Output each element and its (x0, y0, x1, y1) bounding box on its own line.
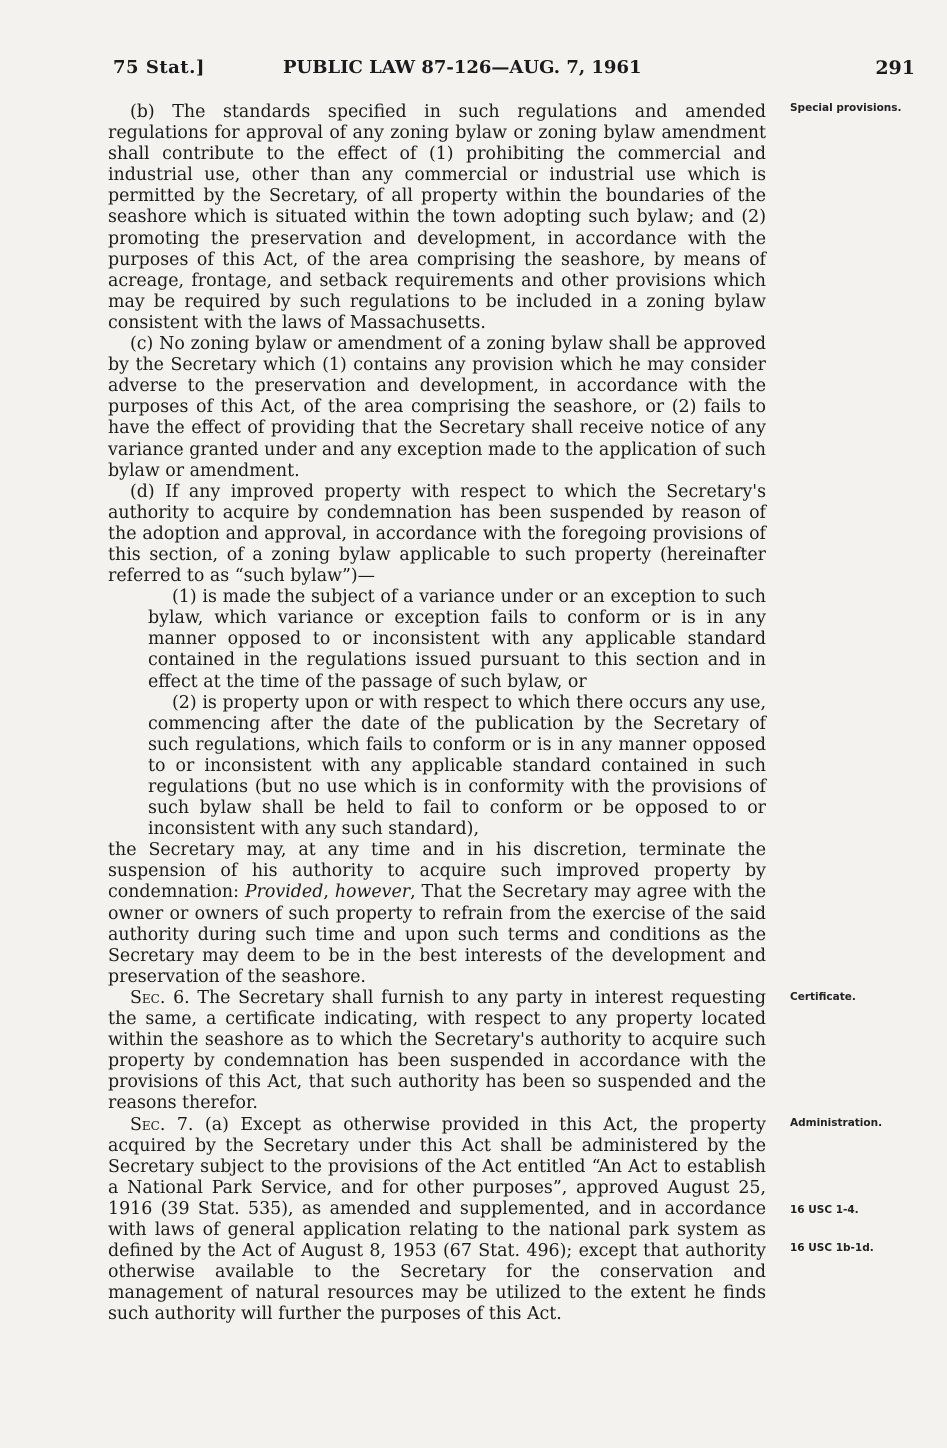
section-6 (108, 988, 766, 1115)
however-word: however (334, 882, 411, 903)
section-7-text: (a) Except as otherwise provided in this Act, the property acquired by the Secretary under this Act shall be administered by the Secretary subject to the provisions of the Act entitled “An Act to establish a National Park Service, and for other purposes”, approved August 25, 1916 (39 Stat. 535), as amended and supplemented, and in accordance with laws of general application relating to the national park system as defined by the Act of August 8, 1953 (67 Stat. 496); except that authority otherwise available to the Secretary for the conservation and management of natural resources may be utilized to the extent he finds such authority will further the purposes of this Act. (108, 1114, 766, 1325)
statute-body (108, 102, 766, 1325)
margin-note-usc-1b-1d: 16 USC 1b-1d. (790, 1242, 874, 1254)
paragraph-d-1: (1) is made the subject of a variance under or an exception to such bylaw, which variance or exception fails to conform or is in any manner opposed to or inconsistent with any applicable standard contained in the regulations issued pursuant to this section and in effect at the time of the passage of such bylaw, or (148, 587, 766, 692)
paragraph-c: (c) No zoning bylaw or amendment of a zoning bylaw shall be approved by the Secretary which (1) contains any provision which he may consider adverse to the preservation and development, in accordance with the purposes of this Act, of the area comprising the seashore, or (2) fails to have the effect of providing that the Secretary shall receive notice of any variance granted under and any exception made to the application of such bylaw or amendment. (108, 334, 766, 481)
provided-word: Provided (244, 882, 324, 903)
conclusion-text-1: the Secretary may, at any time and in his discretion, terminate the suspension of his authority to acquire such improved property by condemnation: (108, 840, 766, 903)
volume-reference: 75 Stat.] (113, 57, 205, 78)
paragraph-b: (b) The standards specified in such regulations and amended regulations for approval of any zoning bylaw or zoning bylaw amendment shall contribute to the effect of (1) prohibiting the commercial and industrial use, other than any commercial or industrial use which is permitted by the Secretary, of all property within the boundaries of the seashore which is situated within the town adopting such bylaw; and (2) promoting the preservation and development, in accordance with the purposes of this Act, of the area comprising the seashore, by means of acreage, frontage, and setback requirements and other provisions which may be required by such regulations to be included in a zoning bylaw consistent with the laws of Massachusetts. (108, 102, 766, 333)
margin-note-special-provisions: Special provisions. (790, 102, 902, 114)
page-number: 291 (875, 57, 915, 79)
margin-note-administration: Administration. (790, 1117, 883, 1129)
comma: , (323, 882, 335, 903)
section-6-label: Sec. 6. (130, 987, 190, 1008)
conclusion-text-2: , That the Secretary may agree with the owner or owners of such property to refrain from the exercise of the said authority during such time and upon such terms and conditions as the Secretary may deem to be in the best interests of the development and preservation of the seashore. (108, 882, 766, 987)
paragraph-d: (d) If any improved property with respect to which the Secretary's authority to acquire by condemnation has been suspended by reason of the adoption and approval, in accordance with the foregoing provisions of this section, of a zoning bylaw applicable to such property (hereinafter referred to as “such bylaw”)— (108, 481, 766, 587)
running-title: PUBLIC LAW 87-126—AUG. 7, 1961 (283, 57, 642, 78)
page-header (113, 57, 915, 83)
paragraph-d-conclusion (108, 840, 766, 988)
margin-note-usc-1-4: 16 USC 1-4. (790, 1204, 859, 1216)
section-7 (108, 1115, 766, 1326)
margin-note-certificate: Certificate. (790, 991, 856, 1003)
section-6-text: The Secretary shall furnish to any party in interest requesting the same, a certificate indicating, with respect to any property located within the seashore as to which the Secretary's authority to acquire such property by condemnation has been suspended in accordance with the provisions of this Act, that such authority has been so suspended and the reasons therefor. (108, 987, 766, 1114)
paragraph-d-2: (2) is property upon or with respect to which there occurs any use, commencing after the date of the publication by the Secretary of such regulations, which fails to conform or is in any manner opposed to or inconsistent with any applicable standard contained in such regulations (but no use which is in conformity with the provisions of such bylaw shall be held to fail to conform or be opposed to or inconsistent with any such standard), (148, 692, 766, 840)
section-7-label: Sec. 7. (130, 1114, 194, 1135)
